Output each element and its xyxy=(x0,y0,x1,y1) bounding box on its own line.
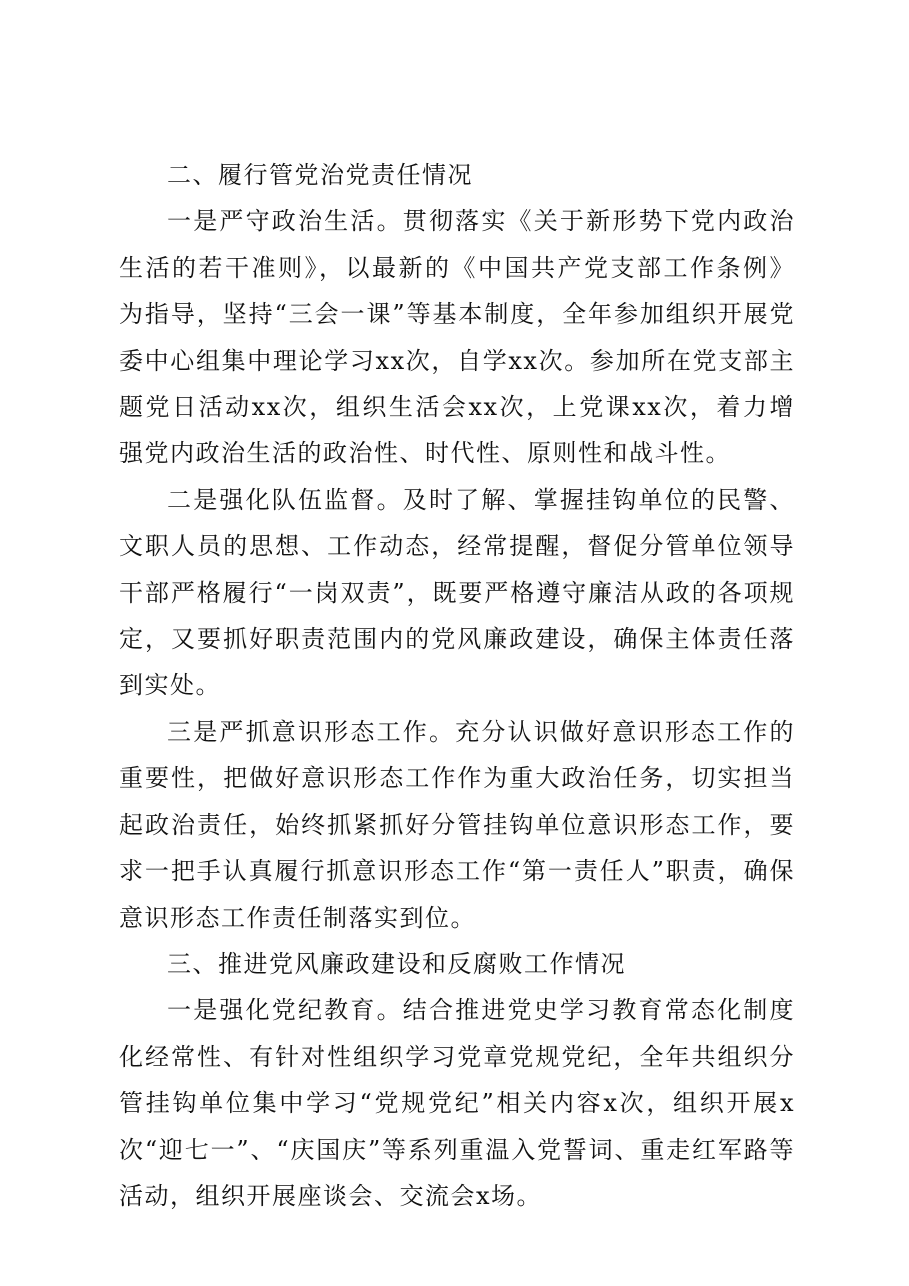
paragraph-political-life: 一是严守政治生活。贯彻落实《关于新形势下党内政治生活的若干准则》，以最新的《中国共产党支部工作条例》为指导，坚持“三会一课”等基本制度，全年参加组织开展党委中心组集中理论学习xx次，自学xx次。参加所在党支部主题党日活动xx次，组织生活会xx次，上党课xx次，着力增强党内政治生活的政治性、时代性、原则性和战斗性。 xyxy=(119,207,795,468)
document-body xyxy=(119,152,795,1219)
paragraph-discipline-education: 一是强化党纪教育。结合推进党史学习教育常态化制度化经常性、有针对性组织学习党章党规党纪，全年共组织分管挂钩单位集中学习“党规党纪”相关内容x次，组织开展x次“迎七一”、“庆国庆”等系列重温入党誓词、重走红军路等活动，组织开展座谈会、交流会x场。 xyxy=(119,996,795,1210)
paragraph-team-supervision: 二是强化队伍监督。及时了解、掌握挂钩单位的民警、文职人员的思想、工作动态，经常提醒，督促分管单位领导干部严格履行“一岗双责”，既要严格遵守廉洁从政的各项规定，又要抓好职责范围内的党风廉政建设，确保主体责任落到实处。 xyxy=(119,485,795,700)
section-heading-three: 三、推进党风廉政建设和反腐败工作情况 xyxy=(167,949,626,978)
section-heading-two: 二、履行管党治党责任情况 xyxy=(167,161,473,189)
paragraph-ideology-work: 三是严抓意识形态工作。充分认识做好意识形态工作的重要性，把做好意识形态工作作为重大政治任务，切实担当起政治责任，始终抓紧抓好分管挂钩单位意识形态工作，要求一把手认真履行抓意识形态工作“第一责任人”职责，确保意识形态工作责任制落实到位。 xyxy=(119,717,795,932)
